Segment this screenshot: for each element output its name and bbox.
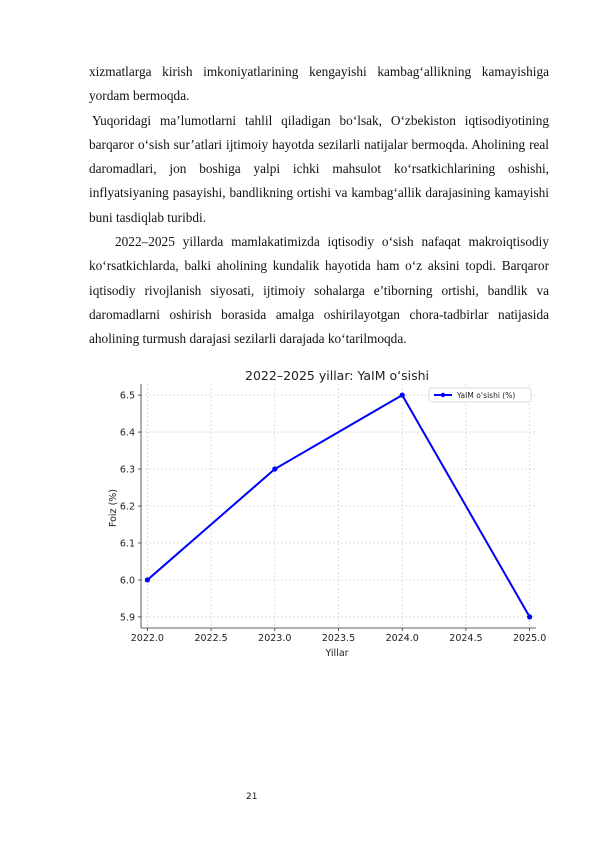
- page-number: 21: [246, 792, 258, 802]
- y-tick-label: 6.1: [119, 538, 135, 550]
- x-axis-label: Yillar: [325, 648, 349, 659]
- data-point: [272, 466, 277, 471]
- grid-lines: [141, 384, 536, 628]
- chart-title: 2022–2025 yillar: YaIM o‘sishi: [245, 368, 429, 383]
- chart-svg: [96, 362, 546, 662]
- legend-marker: [441, 393, 445, 397]
- paragraph-3: 2022–2025 yillarda mamlakatimizda iqtisodiy o‘sish nafaqat makroiqtisodiy ko‘rsatkichlarda, balki aholining kundalik hayotida ham o‘z aksini topdi. Barqaror iqtisodiy rivojlanish siyosati, ijtimoiy sohalarga e’tiborning ortishi, bandlik va daromadlarni oshirish borasida amalga oshirilayotgan chora-tadbirlar natijasida aholining turmush darajasi sezilarli darajada ko‘tarilmoqda.: [89, 234, 549, 347]
- y-tick-label: 6.4: [119, 427, 135, 439]
- body-text: [89, 60, 549, 352]
- x-tick-label: 2022.0: [130, 633, 164, 644]
- y-tick-label: 6.0: [119, 575, 135, 587]
- data-point: [400, 392, 405, 397]
- legend-label: YaIM o‘sishi (%): [457, 391, 516, 400]
- y-axis-label: Foiz (%): [108, 488, 119, 528]
- x-tick-label: 2023.5: [321, 633, 356, 644]
- x-tick-label: 2024.5: [449, 633, 483, 644]
- x-tick-label: 2024.0: [385, 633, 419, 644]
- y-tick-label: 6.3: [119, 464, 135, 476]
- paragraph-2: Yuqoridagi ma’lumotlarni tahlil qiladigan bo‘lsak, O‘zbekiston iqtisodiyotining barqaror o‘sish sur’atlari ijtimoiy hayotda sezilarli natijalar bermoqda. Aholining real daromadlari, jon boshiga yalpi ichki mahsulot ko‘rsatkichlarining oshishi, inflyatsiyaning pasayishi, bandlikning ortishi va kambag‘allik darajasining kamayishi buni tasdiqlab turibdi.: [89, 112, 549, 225]
- y-tick-label: 6.5: [119, 390, 135, 402]
- tick-labels: [120, 391, 546, 644]
- chart-legend: [429, 388, 531, 402]
- gdp-growth-chart: [96, 362, 546, 662]
- paragraph-1: xizmatlarga kirish imkoniyatlarining kengayishi kambag‘allikning kamayishiga yordam bermoqda.: [89, 64, 549, 104]
- data-point: [145, 577, 150, 582]
- data-point: [527, 614, 532, 619]
- x-tick-label: 2023.0: [258, 633, 292, 644]
- y-tick-label: 6.2: [119, 501, 135, 513]
- y-tick-label: 5.9: [119, 612, 135, 624]
- x-tick-label: 2025.0: [513, 633, 546, 644]
- x-tick-label: 2022.5: [194, 633, 228, 644]
